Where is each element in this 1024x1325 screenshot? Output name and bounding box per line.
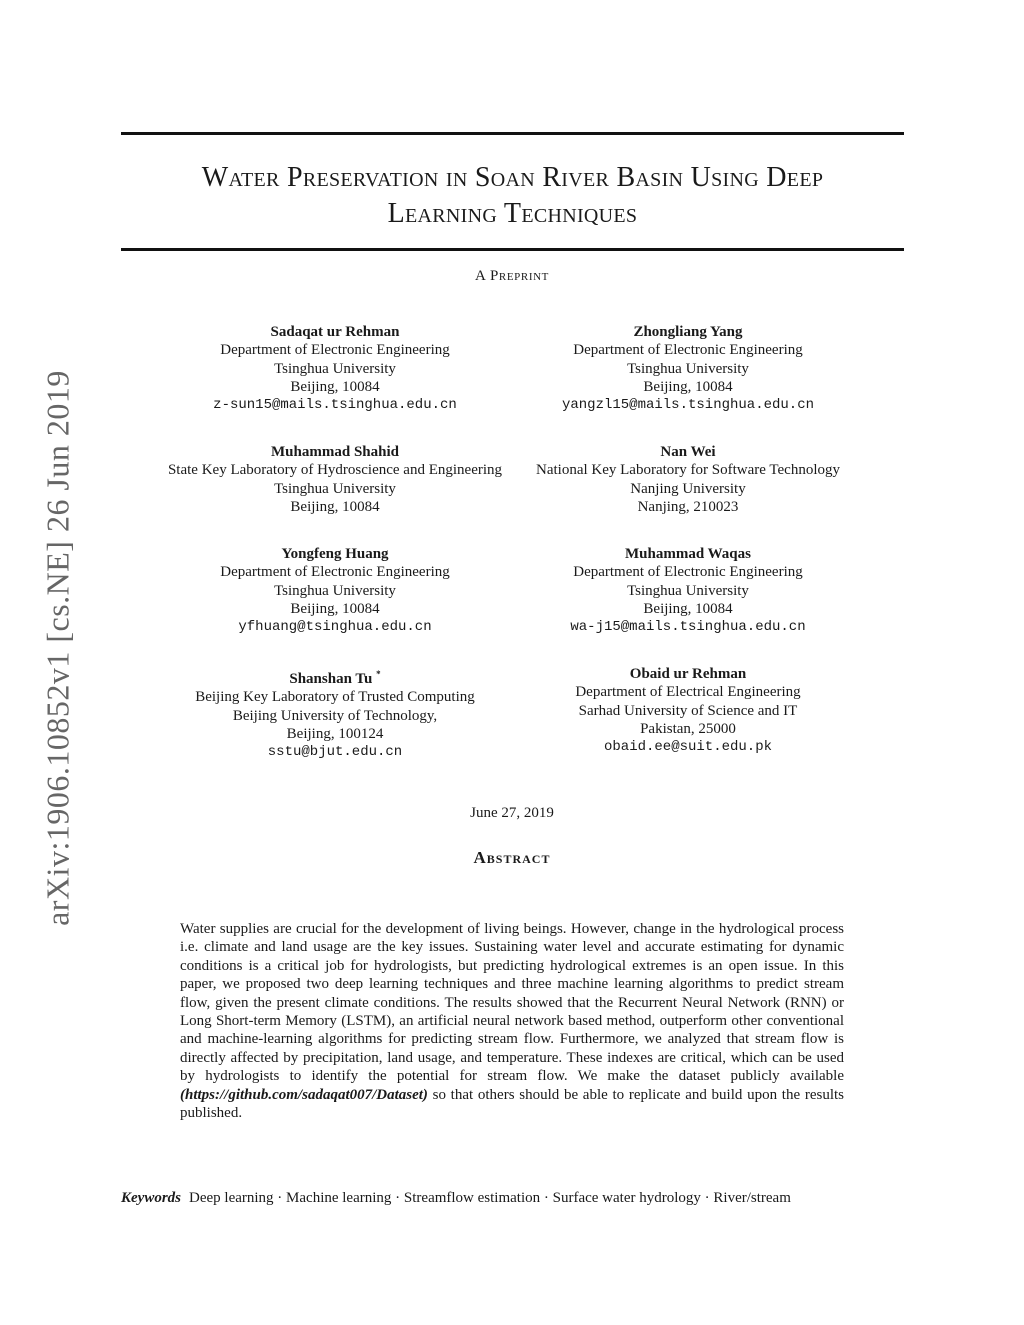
author-city: Beijing, 10084	[290, 600, 380, 617]
author-dept: Beijing Key Laboratory of Trusted Computing	[195, 689, 475, 706]
author-name: Obaid ur Rehman	[629, 666, 747, 682]
title-rule-top	[121, 132, 904, 135]
title-line-2: Learning Techniques	[387, 198, 638, 229]
dataset-link[interactable]: (https://github.com/sadaqat007/Dataset)	[180, 1086, 428, 1103]
author-dept: Department of Electronic Engineering	[573, 342, 803, 359]
author-name: Muhammad Shahid	[271, 444, 399, 460]
paper-title	[121, 160, 904, 232]
author-name: Zhongliang Yang	[633, 324, 743, 340]
author-email[interactable]: yfhuang@tsinghua.edu.cn	[238, 619, 432, 636]
author-block	[488, 545, 888, 636]
author-email[interactable]: yangzl15@mails.tsinghua.edu.cn	[561, 397, 815, 414]
author-org: Tsinghua University	[274, 480, 396, 497]
author-name: Nan Wei	[660, 444, 716, 460]
abstract-text-after: so that others should be able to replicate and build upon the results published.	[180, 1086, 844, 1122]
author-email[interactable]: sstu@bjut.edu.cn	[267, 744, 403, 761]
abstract-body	[180, 920, 844, 1122]
author-block	[135, 545, 535, 636]
author-org: Tsinghua University	[274, 360, 396, 377]
author-name	[135, 665, 535, 688]
title-line-1: Water Preservation in Soan River Basin Using Deep	[201, 162, 824, 193]
abstract-text-before: Water supplies are crucial for the development of living beings. However, change in the hydrological process i.e. climate and land usage are the key issues. Sustaining water level and accurate estimating for dynamic conditions is a critical job for hydrologists, but predicting hydrological extremes is an open issue. In this paper, we proposed two deep learning techniques and three machine learning algorithms to predict stream flow, given the present climate conditions. The results showed that the Recurrent Neural Network (RNN) or Long Short-term Memory (LSTM), an artificial neural network based method, outperform other conventional and machine-learning algorithms for predicting stream flow. Furthermore, we analyzed that stream flow is directly affected by precipitation, land usage, and temperature. These indexes are critical, which can be used by hydrologists to identify the potential for stream flow. We make the dataset publicly available	[180, 921, 844, 1085]
author-block	[135, 323, 535, 414]
author-dept: National Key Laboratory for Software Technology	[536, 462, 840, 479]
author-city: Beijing, 100124	[286, 725, 384, 742]
author-email[interactable]: obaid.ee@suit.edu.pk	[603, 739, 773, 756]
author-org: Nanjing University	[630, 480, 746, 497]
author-dept: Department of Electrical Engineering	[575, 684, 801, 701]
corresponding-author-mark: *	[376, 669, 381, 679]
author-org: Sarhad University of Science and IT	[578, 702, 798, 719]
author-block	[135, 665, 535, 761]
author-org: Beijing University of Technology,	[232, 707, 438, 724]
author-name: Muhammad Waqas	[624, 546, 751, 562]
author-city: Nanjing, 210023	[637, 498, 739, 515]
author-name-text: Shanshan Tu	[289, 671, 373, 687]
author-city: Pakistan, 25000	[640, 720, 736, 737]
keywords-list: Deep learning · Machine learning · Streamflow estimation · Surface water hydrology · River/stream	[189, 1190, 791, 1206]
author-dept: State Key Laboratory of Hydroscience and Engineering	[167, 462, 503, 479]
author-city: Beijing, 10084	[643, 378, 733, 395]
author-dept: Department of Electronic Engineering	[220, 342, 450, 359]
abstract-heading: Abstract	[473, 848, 551, 867]
arxiv-stamp: arXiv:1906.10852v1 [cs.NE] 26 Jun 2019	[39, 370, 76, 926]
author-email[interactable]: z-sun15@mails.tsinghua.edu.cn	[213, 397, 457, 414]
publication-date: June 27, 2019	[470, 805, 554, 821]
title-rule-bottom	[121, 248, 904, 251]
author-block	[488, 665, 888, 756]
keywords-line	[121, 1190, 904, 1207]
author-block	[128, 443, 542, 516]
author-block	[488, 443, 888, 516]
author-dept: Department of Electronic Engineering	[573, 564, 803, 581]
author-city: Beijing, 10084	[643, 600, 733, 617]
author-org: Tsinghua University	[274, 582, 396, 599]
preprint-label: A Preprint	[475, 268, 549, 284]
author-name: Sadaqat ur Rehman	[270, 324, 400, 340]
author-city: Beijing, 10084	[290, 498, 380, 515]
author-email[interactable]: wa-j15@mails.tsinghua.edu.cn	[570, 619, 806, 636]
author-org: Tsinghua University	[627, 360, 749, 377]
author-name: Yongfeng Huang	[281, 546, 389, 562]
author-dept: Department of Electronic Engineering	[220, 564, 450, 581]
author-city: Beijing, 10084	[290, 378, 380, 395]
author-org: Tsinghua University	[627, 582, 749, 599]
keywords-label: Keywords	[121, 1190, 181, 1206]
author-block	[488, 323, 888, 414]
